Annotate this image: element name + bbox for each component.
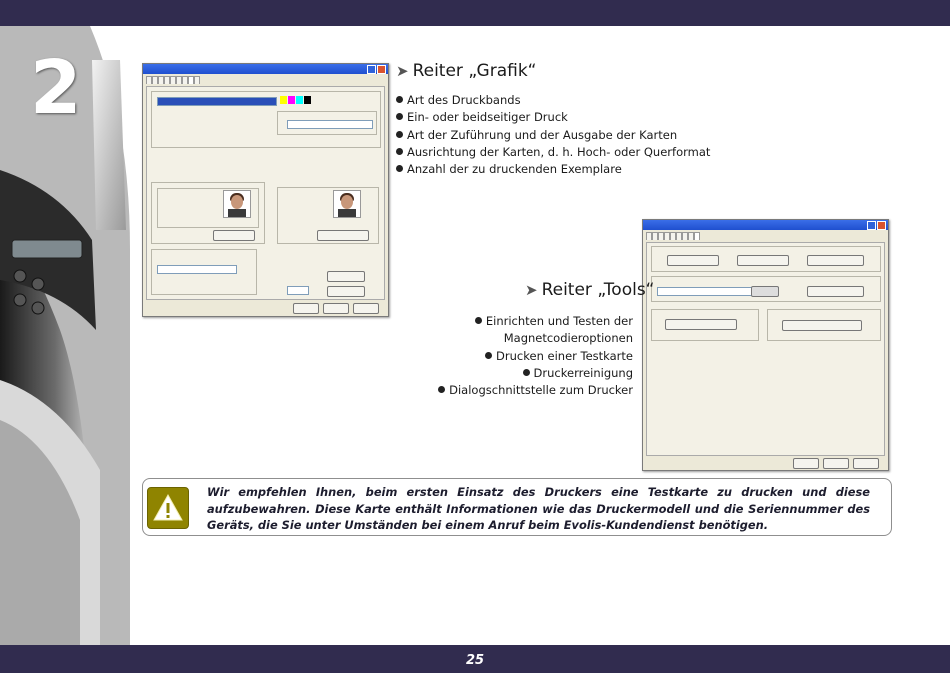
list-item: Drucken einer Testkarte [438, 348, 633, 365]
list-item: Anzahl der zu druckenden Exemplare [396, 161, 710, 178]
grafik-bullet-list [396, 92, 710, 178]
magnetic-button[interactable] [782, 320, 862, 331]
card-preview-portrait [333, 190, 361, 218]
list-item: Druckerreinigung [438, 365, 633, 382]
list-item: Magnetcodieroptionen [503, 331, 633, 346]
close-icon [377, 65, 386, 74]
heading-text: Reiter „Grafik“ [412, 61, 537, 81]
cancel-button[interactable] [823, 458, 849, 469]
test-card-button[interactable] [807, 255, 864, 266]
settings-button[interactable] [317, 230, 369, 241]
ok-button[interactable] [793, 458, 819, 469]
tab-panel [646, 242, 885, 456]
cancel-button[interactable] [323, 303, 349, 314]
list-item: Art der Zuführung und der Ausgabe der Karten [396, 127, 710, 144]
card-preview-portrait [223, 190, 251, 218]
heading-text: Reiter „Tools“ [541, 280, 655, 300]
arrow-icon: ➤ [396, 62, 409, 80]
list-item: Art des Druckbands [396, 92, 710, 109]
close-icon [877, 221, 886, 230]
grafik-tab-screenshot [142, 63, 389, 317]
test-button[interactable] [667, 255, 719, 266]
tools-bullet-list [438, 313, 633, 399]
tab-strip [646, 232, 885, 240]
warning-icon [147, 487, 189, 529]
run-script-button[interactable] [807, 286, 864, 297]
settings-button[interactable] [213, 230, 255, 241]
notice-text: Wir empfehlen Ihnen, beim ersten Einsatz des Druckers eine Testkarte zu drucken und diese aufzubewahren. Diese Karte enthält Informationen wie das Druckermodell und die Seriennummer des Geräts, die Sie unter Umständen bei einem Anruf beim Evolis-Kundendienst benötigen. [207, 485, 870, 532]
cleaning-button[interactable] [737, 255, 789, 266]
chapter-number: 2 [30, 45, 82, 131]
encoding-button[interactable] [665, 319, 737, 330]
tools-tab-screenshot [642, 219, 889, 471]
list-item: Ausrichtung der Karten, d. h. Hoch- oder Querformat [396, 144, 710, 161]
page-number: 25 [465, 653, 485, 668]
window-titlebar [143, 64, 388, 74]
apply-button[interactable] [853, 458, 879, 469]
apply-button[interactable] [353, 303, 379, 314]
tab-strip [146, 76, 385, 84]
tab-panel [146, 86, 385, 300]
list-item: Ein- oder beidseitiger Druck [396, 109, 710, 126]
send-button[interactable] [751, 286, 779, 297]
ok-button[interactable] [293, 303, 319, 314]
help-icon [367, 65, 376, 74]
section-heading-tools [525, 280, 654, 300]
help-icon [867, 221, 876, 230]
window-titlebar [643, 220, 888, 230]
dialog-button[interactable] [327, 286, 365, 297]
list-item: Einrichten und Testen der [438, 313, 633, 330]
section-heading-grafik [396, 61, 536, 81]
arrow-icon: ➤ [525, 281, 538, 299]
dialog-button[interactable] [327, 271, 365, 282]
list-item: Dialogschnittstelle zum Drucker [438, 382, 633, 399]
